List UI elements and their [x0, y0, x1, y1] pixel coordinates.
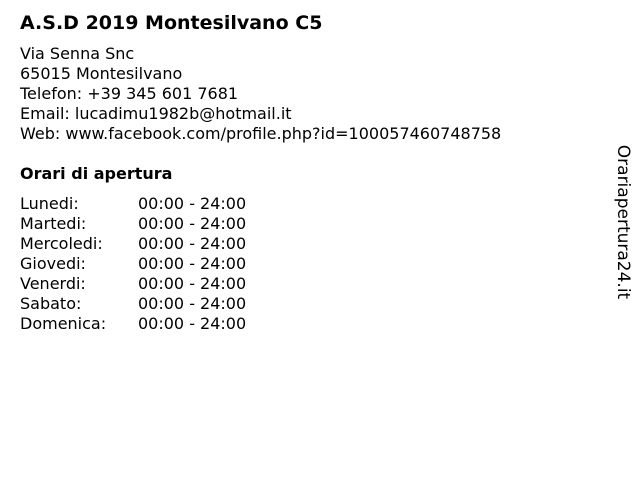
hours-row-friday — [20, 274, 246, 294]
hours-row-wednesday — [20, 234, 246, 254]
time-range: 00:00 - 24:00 — [138, 314, 247, 333]
opening-hours-heading: Orari di apertura — [20, 164, 173, 183]
hours-row-thursday — [20, 254, 246, 274]
time-range: 00:00 - 24:00 — [138, 214, 247, 233]
time-range: 00:00 - 24:00 — [138, 254, 247, 273]
hours-row-sunday — [20, 314, 246, 334]
day-label: Martedi: — [20, 214, 87, 233]
day-label: Lunedi: — [20, 194, 79, 213]
phone-number: Telefon: +39 345 601 7681 — [20, 84, 239, 103]
opening-hours-table — [20, 194, 246, 334]
day-label: Venerdi: — [20, 274, 86, 293]
time-range: 00:00 - 24:00 — [138, 294, 247, 313]
website: Web: www.facebook.com/profile.php?id=100057460748758 — [20, 124, 502, 143]
hours-row-tuesday — [20, 214, 246, 234]
day-label: Domenica: — [20, 314, 107, 333]
hours-row-saturday — [20, 294, 246, 314]
hours-row-monday — [20, 194, 246, 214]
day-label: Sabato: — [20, 294, 82, 313]
business-name: A.S.D 2019 Montesilvano C5 — [20, 12, 323, 34]
time-range: 00:00 - 24:00 — [138, 234, 247, 253]
time-range: 00:00 - 24:00 — [138, 194, 247, 213]
day-label: Giovedi: — [20, 254, 86, 273]
site-brand-watermark: Orariapertura24.it — [613, 144, 633, 300]
city-postal: 65015 Montesilvano — [20, 64, 183, 83]
time-range: 00:00 - 24:00 — [138, 274, 247, 293]
day-label: Mercoledi: — [20, 234, 103, 253]
street-address: Via Senna Snc — [20, 44, 135, 63]
address-block — [20, 44, 501, 144]
email-address: Email: lucadimu1982b@hotmail.it — [20, 104, 292, 123]
